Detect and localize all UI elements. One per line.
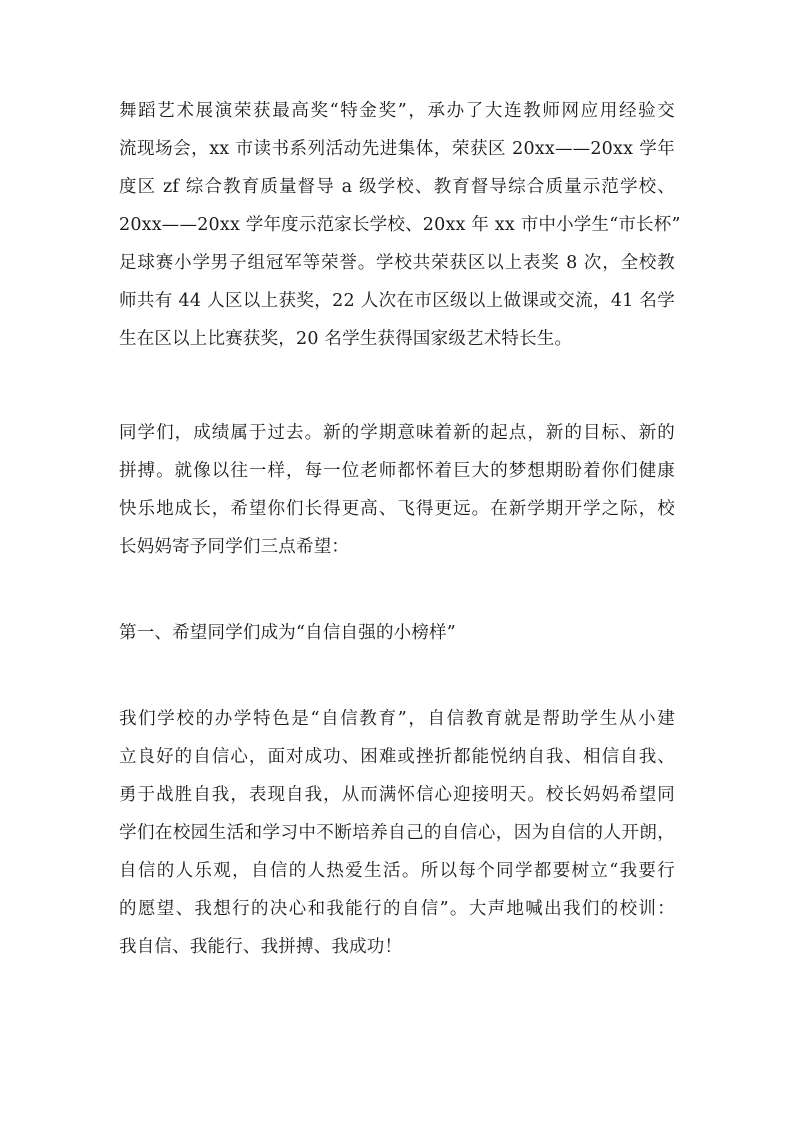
text-line: 流现场会，xx 市读书系列活动先进集体，荣获区 20xx——20xx 学年 <box>119 139 675 159</box>
text-line: 自信的人乐观，自信的人热爱生活。所以每个同学都要树立“我要行 <box>119 861 675 881</box>
text-line: 长妈妈寄予同学们三点希望： <box>119 537 350 557</box>
text-line: 拼搏。就像以往一样，每一位老师都怀着巨大的梦想期盼着你们健康 <box>119 461 675 481</box>
text-line: 足球赛小学男子组冠军等荣誉。学校共荣获区以上表奖 8 次，全校教 <box>119 253 675 273</box>
text-line: 我们学校的办学特色是“自信教育”，自信教育就是帮助学生从小建 <box>119 709 675 729</box>
text-line: 快乐地成长，希望你们长得更高、飞得更远。在新学期开学之际，校 <box>119 499 675 519</box>
text-line: 的愿望、我想行的决心和我能行的自信”。大声地喊出我们的校训： <box>119 899 675 919</box>
paragraph-achievements <box>119 92 681 358</box>
text-line: 同学们，成绩属于过去。新的学期意味着新的起点，新的目标、新的 <box>119 423 675 443</box>
heading-line: 第一、希望同学们成为“自信自强的小榜样” <box>119 623 456 643</box>
text-line: 立良好的自信心，面对成功、困难或挫折都能悦纳自我、相信自我、 <box>119 747 675 767</box>
paragraph-spacer <box>119 652 675 700</box>
paragraph-spacer <box>119 566 675 614</box>
text-line: 勇于战胜自我，表现自我，从而满怀信心迎接明天。校长妈妈希望同 <box>119 785 675 805</box>
section-heading-first-hope <box>119 614 675 652</box>
text-line: 舞蹈艺术展演荣获最高奖“特金奖”，承办了大连教师网应用经验交 <box>119 101 675 121</box>
paragraph-confidence-education <box>119 700 675 966</box>
paragraph-spacer <box>119 358 675 414</box>
text-line: 20xx——20xx 学年度示范家长学校、20xx 年 xx 市中小学生“市长杯” <box>119 215 681 235</box>
paragraph-new-semester <box>119 414 675 566</box>
text-line: 度区 zf 综合教育质量督导 a 级学校、教育督导综合质量示范学校、 <box>119 177 675 197</box>
text-line: 师共有 44 人区以上获奖，22 人次在市区级以上做课或交流，41 名学 <box>119 291 675 311</box>
text-line: 生在区以上比赛获奖，20 名学生获得国家级艺术特长生。 <box>119 329 573 349</box>
text-line: 我自信、我能行、我拼搏、我成功！ <box>119 937 403 957</box>
document-body <box>119 92 681 966</box>
text-line: 学们在校园生活和学习中不断培养自己的自信心，因为自信的人开朗， <box>119 823 675 843</box>
